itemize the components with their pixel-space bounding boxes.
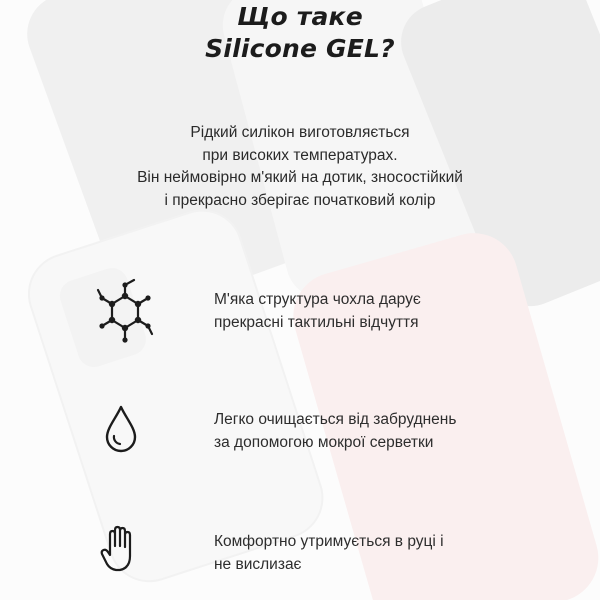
feature-line: Комфортно утримується в руці і — [214, 533, 444, 550]
intro-paragraph — [0, 122, 600, 212]
feature-comfortable-grip — [0, 520, 600, 600]
feature-line: не вислизає — [214, 556, 302, 573]
intro-line: і прекрасно зберігає початковий колір — [164, 191, 436, 209]
page-title-line-2: Silicone GEL? — [205, 34, 395, 63]
feature-line: за допомогою мокрої серветки — [214, 434, 434, 451]
feature-easy-cleaning — [0, 400, 600, 480]
feature-text — [214, 530, 544, 576]
page-title-line-1: Що таке — [237, 2, 363, 31]
feature-soft-structure — [0, 278, 600, 358]
intro-line: Він неймовірно м'який на дотик, зносостійкий — [137, 169, 463, 186]
water-drop-icon — [104, 404, 138, 454]
feature-line: М'яка структура чохла дарує — [214, 291, 421, 308]
molecule-icon — [96, 278, 154, 348]
feature-line: Легко очищається від забруднень — [214, 411, 457, 428]
feature-line: прекрасні тактильні відчуття — [214, 314, 419, 331]
feature-text — [214, 408, 544, 454]
intro-line: при високих температурах. — [202, 146, 398, 164]
hand-icon — [100, 524, 138, 574]
intro-line: Рідкий силікон виготовляється — [190, 124, 410, 141]
feature-text — [214, 288, 544, 334]
